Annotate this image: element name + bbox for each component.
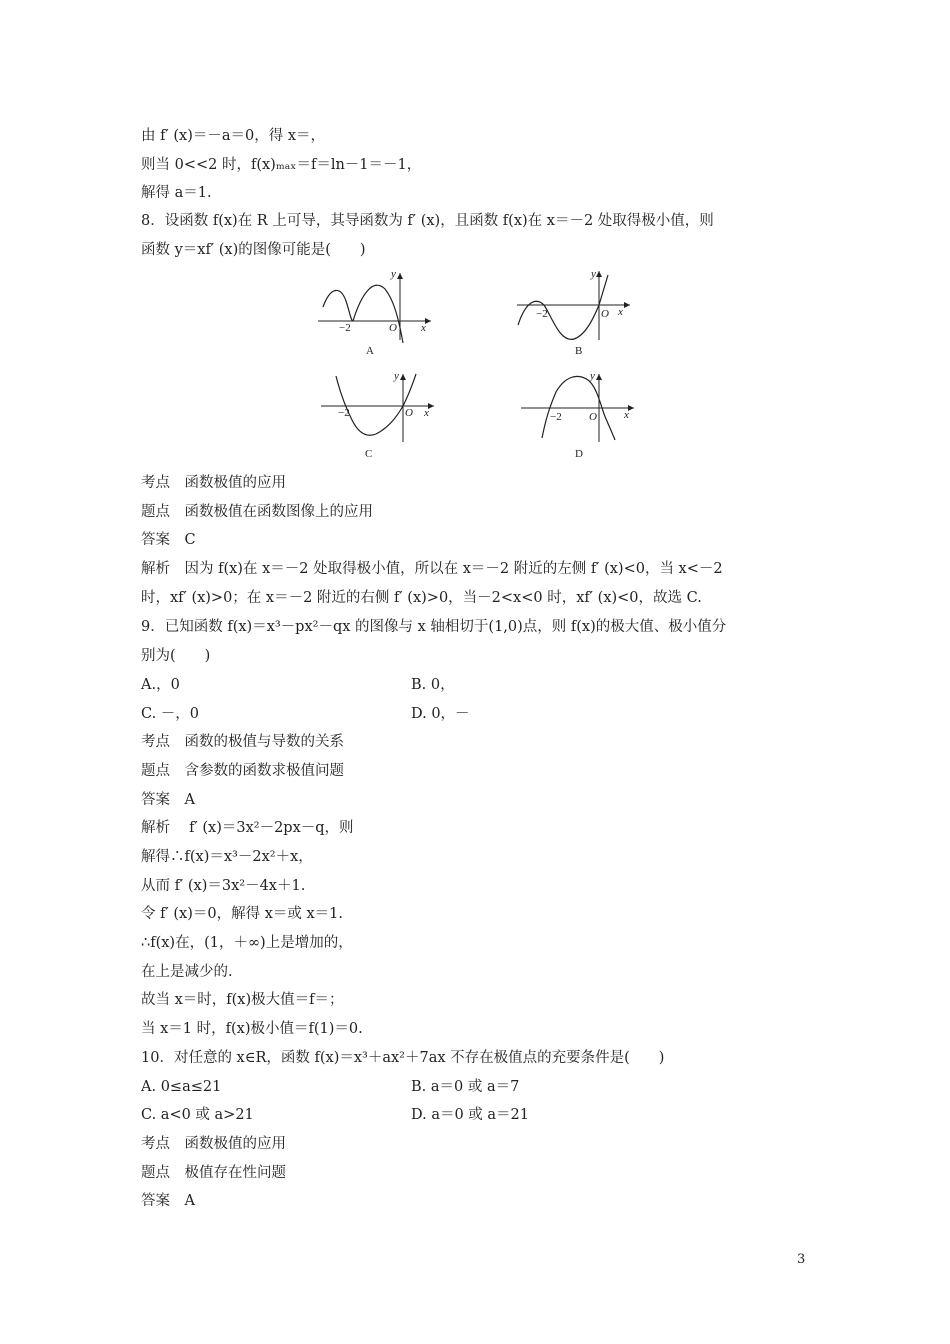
option-d: D. a＝0 或 a＝21 [411, 1107, 530, 1123]
question-10: 10．对任意的 x∈R，函数 f(x)＝x³＋ax²＋7ax 不存在极值点的充要条件是( ) [141, 1050, 665, 1066]
option-c: C. a<0 或 a>21 [141, 1107, 254, 1123]
option-b: B. 0， [411, 677, 455, 693]
x-axis-label: x [421, 322, 426, 334]
text-line: 故当 x＝时，f(x)极大值＝f＝； [141, 992, 344, 1008]
topic-line: 考点 函数的极值与导数的关系 [141, 734, 344, 750]
text-line: 在上是减少的. [141, 964, 233, 980]
page-number: 3 [797, 1252, 806, 1267]
text-line: 函数 y＝xf′ (x)的图像可能是( ) [141, 242, 366, 258]
option-c: C. －，0 [141, 706, 200, 722]
x-axis-label: x [624, 409, 629, 421]
analysis-line: 解析 因为 f(x)在 x＝－2 处取得极小值，所以在 x＝－2 附近的左侧 f′ (x)<0，当 x<－2 [141, 561, 723, 577]
origin-label: O [389, 322, 397, 334]
topic-line: 考点 函数极值的应用 [141, 475, 286, 491]
graph-c [316, 368, 446, 447]
y-axis-label: y [391, 268, 396, 280]
graph-b [512, 265, 642, 349]
subtopic-line: 题点 函数极值在函数图像上的应用 [141, 504, 373, 520]
subtopic-line: 题点 含参数的函数求极值问题 [141, 763, 344, 779]
origin-label: O [601, 308, 609, 320]
graph-caption: D [575, 448, 583, 460]
subtopic-line: 题点 极值存在性问题 [141, 1165, 286, 1181]
graph-a [313, 265, 443, 349]
origin-label: O [589, 411, 597, 423]
option-d: D. 0，－ [411, 706, 470, 722]
graph-caption: B [575, 345, 583, 357]
graph-d [516, 368, 646, 447]
x-axis-label: x [618, 306, 623, 318]
text-line: 则当 0<<2 时，f(x)ₘₐₓ＝f＝ln－1＝－1， [141, 157, 422, 173]
option-a: A.，0 [141, 677, 180, 693]
text-line: 解得∴f(x)＝x³－2x²＋x， [141, 849, 313, 865]
tick-label: −2 [339, 322, 351, 334]
text-line: 令 f′ (x)＝0，解得 x＝或 x＝1. [141, 906, 344, 922]
tick-label: −2 [338, 407, 350, 419]
y-axis-label: y [394, 370, 399, 382]
option-a: A. 0≤a≤21 [141, 1079, 222, 1095]
origin-label: O [405, 407, 413, 419]
y-axis-label: y [590, 370, 595, 382]
x-axis-label: x [424, 407, 429, 419]
topic-line: 考点 函数极值的应用 [141, 1136, 286, 1152]
analysis-line: 时，xf′ (x)>0；在 x＝－2 附近的右侧 f′ (x)>0，当－2<x<0 时，xf′ (x)<0，故选 C. [141, 590, 702, 606]
question-9: 9．已知函数 f(x)＝x³－px²－qx 的图像与 x 轴相切于(1,0)点，则 f(x)的极大值、极小值分 [141, 619, 727, 635]
option-b: B. a＝0 或 a＝7 [411, 1079, 520, 1095]
text-line: 解得 a＝1. [141, 185, 212, 201]
answer-line: 答案 A [141, 1193, 195, 1209]
graph-caption: C [365, 448, 373, 460]
text-line: ∴f(x)在，(1，＋∞)上是增加的， [141, 935, 353, 951]
text-line: 当 x＝1 时，f(x)极小值＝f(1)＝0. [141, 1021, 363, 1037]
tick-label: −2 [550, 411, 562, 423]
y-axis-label: y [591, 268, 596, 280]
text-line: 别为( ) [141, 648, 211, 664]
text-line: 由 f′ (x)＝－a＝0，得 x＝， [141, 128, 326, 144]
answer-line: 答案 C [141, 532, 196, 548]
analysis-line: 解析 f′ (x)＝3x²－2px－q，则 [141, 820, 354, 836]
graph-caption: A [366, 345, 374, 357]
tick-label: −2 [536, 308, 548, 320]
text-line: 从而 f′ (x)＝3x²－4x＋1. [141, 878, 306, 894]
answer-line: 答案 A [141, 792, 195, 808]
question-8: 8．设函数 f(x)在 R 上可导，其导函数为 f′ (x)，且函数 f(x)在 x＝－2 处取得极小值，则 [141, 213, 714, 229]
